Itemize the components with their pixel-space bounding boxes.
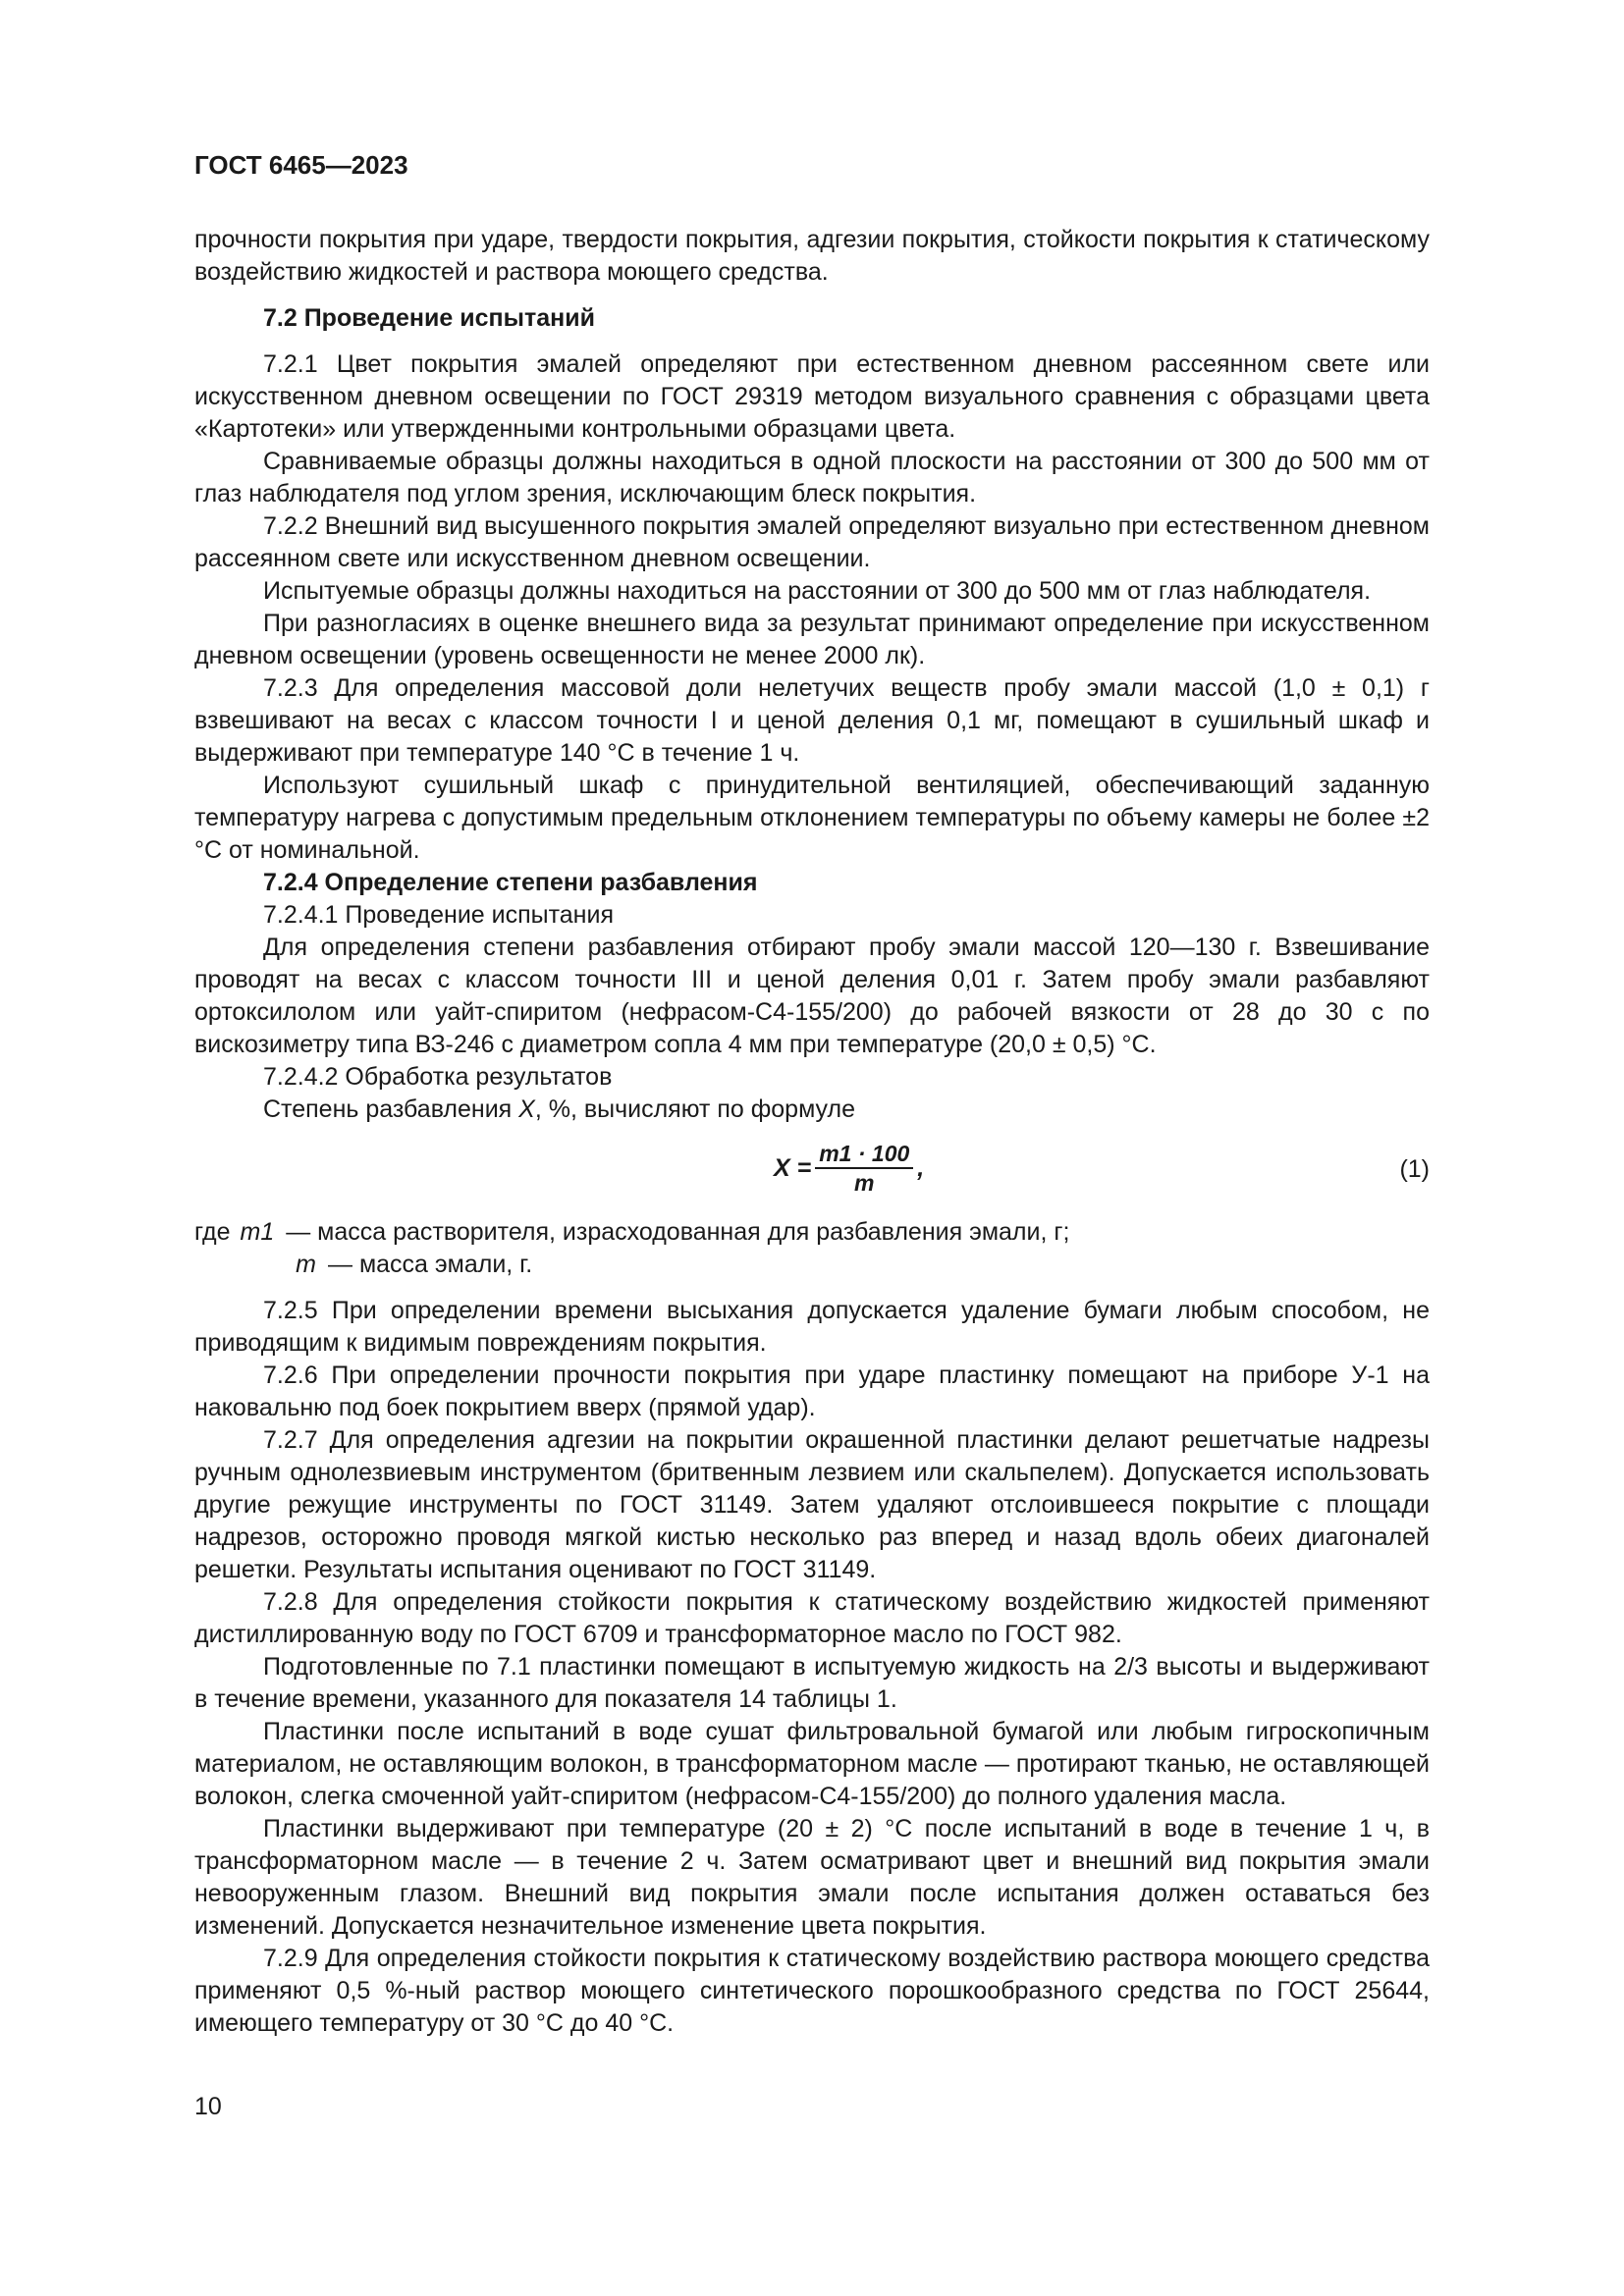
document-body [194,224,1430,2040]
formula-fraction [815,1140,913,1197]
document-header: ГОСТ 6465—2023 [194,150,408,180]
formula-denominator: m [854,1170,875,1196]
paragraph-7-2-4-2-title: 7.2.4.2 Обработка результатов [263,1063,613,1091]
paragraph-7-2-3-b: Используют сушильный шкаф с принудительной вентиляцией, обеспечивающий заданную температуру нагрева с допустимым предельным отклонением температуры по объему камеры не более ±2 °С от номинальной. [194,772,1430,864]
variable-x: X [518,1095,535,1123]
paragraph-7-2-5: 7.2.5 При определении времени высыхания допускается удаление бумаги любым способом, не приводящим к видимым повреждениям покрытия. [194,1297,1430,1357]
where-row [194,1216,1430,1249]
formula-tail: , [917,1153,925,1182]
paragraph-7-2-2-c: При разногласиях в оценке внешнего вида за результат принимают определение при искусственном дневном освещении (уровень освещенности не менее 2000 лк). [194,610,1430,669]
where-row [194,1249,1430,1281]
paragraph-7-2-8-c: Пластинки после испытаний в воде сушат фильтровальной бумагой или любым гигроскопичным материалом, не оставляющим волокон, в трансформаторном масле — протирают тканью, не оставляющей волокон, слегка смоченной уайт-спиритом (нефрасом-С4-155/200) до полного удаления масла. [194,1718,1430,1810]
section-heading-7-2-4: 7.2.4 Определение степени разбавления [263,869,758,896]
paragraph-7-2-4-1-title: 7.2.4.1 Проведение испытания [263,901,614,929]
intro-paragraph: прочности покрытия при ударе, твердости покрытия, адгезии покрытия, стойкости покрытия к статическому воздействию жидкостей и раствора моющего средства. [194,226,1430,286]
paragraph-7-2-8-d: Пластинки выдерживают при температуре (20 ± 2) °С после испытаний в воде в течение 1 ч, в трансформаторном масле — в течение 2 ч. Затем осматривают цвет и внешний вид покрытия эмали невооруженным глазом. Внешний вид покрытия эмали после испытания должен оставаться без изменений. Допускается незначительное изменение цвета покрытия. [194,1815,1430,1940]
formula-block [194,1136,1430,1216]
paragraph-7-2-8-b: Подготовленные по 7.1 пластинки помещают в испытуемую жидкость на 2/3 высоты и выдерживают в течение времени, указанного для показателя 14 таблицы 1. [194,1653,1430,1713]
where-desc: — масса растворителя, израсходованная для разбавления эмали, г; [286,1218,1070,1246]
formula-number: (1) [1399,1155,1430,1183]
paragraph-7-2-3: 7.2.3 Для определения массовой доли нелетучих веществ пробу эмали массой (1,0 ± 0,1) г взвешивают на весах с классом точности I и ценой деления 0,1 мг, помещают в сушильный шкаф и выдерживают при температуре 140 °С в течение 1 ч. [194,674,1430,767]
paragraph-7-2-8: 7.2.8 Для определения стойкости покрытия к статическому воздействию жидкостей применяют дистиллированную воду по ГОСТ 6709 и трансформаторное масло по ГОСТ 982. [194,1588,1430,1648]
paragraph-7-2-1-b: Сравниваемые образцы должны находиться в одной плоскости на расстоянии от 300 до 500 мм от глаз наблюдателя под углом зрения, исключающим блеск покрытия. [194,448,1430,507]
section-heading-7-2: 7.2 Проведение испытаний [263,304,595,332]
page-number: 10 [194,2093,222,2120]
where-symbol: m [296,1251,316,1278]
formula [774,1140,924,1197]
paragraph-7-2-1: 7.2.1 Цвет покрытия эмалей определяют при естественном дневном рассеянном свете или искусственном дневном освещении по ГОСТ 29319 методом визуального сравнения с образцами цвета «Картотеки» или утвержденными контрольными образцами цвета. [194,350,1430,443]
paragraph-7-2-2: 7.2.2 Внешний вид высушенного покрытия эмалей определяют визуально при естественном дневном рассеянном свете или искусственном дневном освещении. [194,512,1430,572]
paragraph-7-2-4-2: Степень разбавления X, %, вычисляют по формуле [263,1095,855,1123]
formula-lhs: X = [774,1153,812,1182]
where-symbol: m1 [240,1218,275,1246]
where-intro: где [194,1218,231,1246]
where-desc: — масса эмали, г. [328,1251,533,1278]
paragraph-7-2-2-b: Испытуемые образцы должны находиться на расстоянии от 300 до 500 мм от глаз наблюдателя. [263,577,1372,605]
paragraph-7-2-9: 7.2.9 Для определения стойкости покрытия к статическому воздействию раствора моющего средства применяют 0,5 %-ный раствор моющего синтетического порошкообразного средства по ГОСТ 25644, имеющего температуру от 30 °С до 40 °С. [194,1945,1430,2037]
paragraph-7-2-4-1: Для определения степени разбавления отбирают пробу эмали массой 120—130 г. Взвешивание проводят на весах с классом точности III и ценой деления 0,01 г. Затем пробу эмали разбавляют ортоксилолом или уайт-спиритом (нефрасом-С4-155/200) до рабочей вязкости от 28 до 30 с по вискозиметру типа ВЗ-246 с диаметром сопла 4 мм при температуре (20,0 ± 0,5) °С. [194,934,1430,1058]
formula-numerator: m1 · 100 [815,1140,913,1169]
paragraph-7-2-6: 7.2.6 При определении прочности покрытия при ударе пластинку помещают на приборе У-1 на наковальню под боек покрытием вверх (прямой удар). [194,1362,1430,1421]
paragraph-7-2-7: 7.2.7 Для определения адгезии на покрытии окрашенной пластинки делают решетчатые надрезы ручным однолезвиевым инструментом (бритвенным лезвием или скальпелем). Допускается использовать другие режущие инструменты по ГОСТ 31149. Затем удаляют отслоившееся покрытие с площади надрезов, осторожно проводя мягкой кистью несколько раз вперед и назад вдоль обеих диагоналей решетки. Результаты испытания оценивают по ГОСТ 31149. [194,1426,1430,1583]
